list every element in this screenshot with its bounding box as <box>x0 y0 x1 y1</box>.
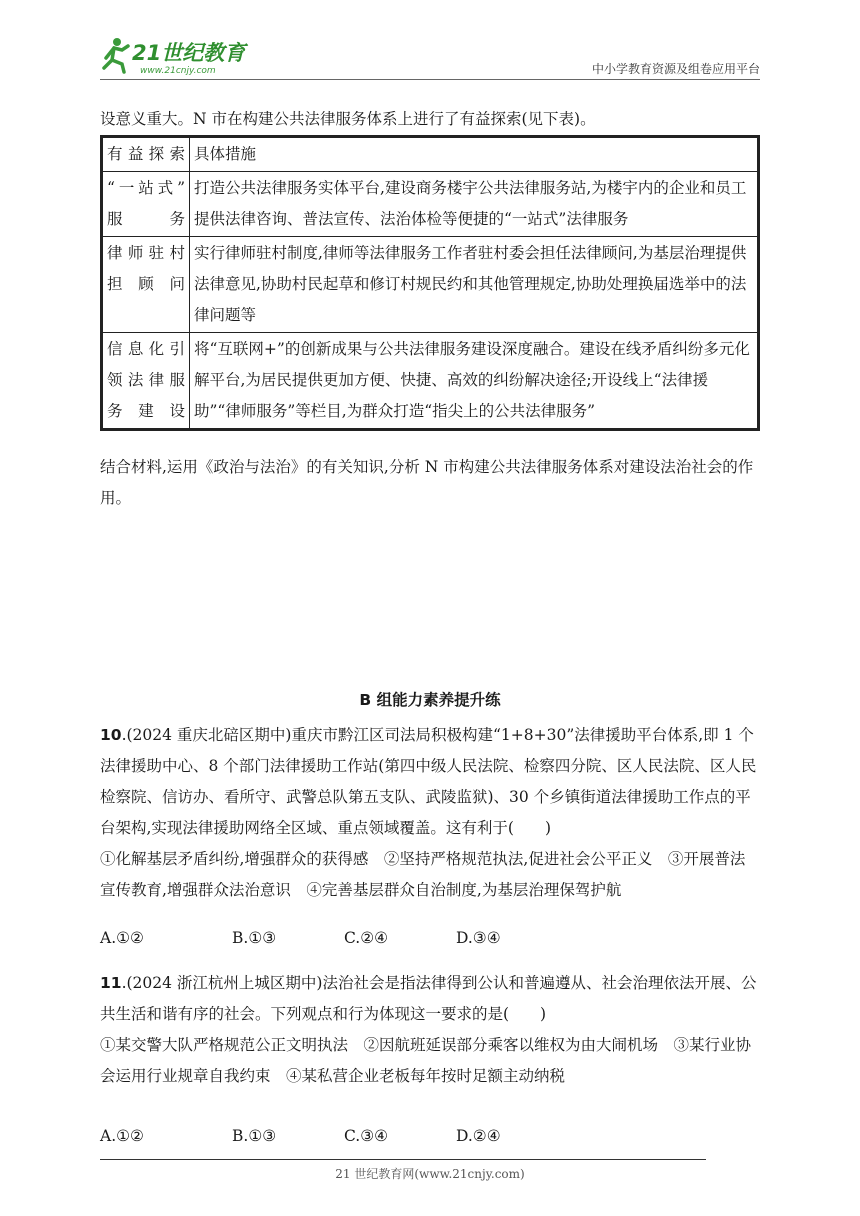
section-title: B 组能力素养提升练 <box>359 691 501 709</box>
question-number: 10 <box>100 726 122 744</box>
svg-text:21世纪教育: 21世纪教育 <box>132 41 246 65</box>
row-label: 信息化引 领法律服 务建设 <box>102 333 190 430</box>
option-b[interactable]: B.①③ <box>232 929 277 947</box>
row-text: 实行律师驻村制度,律师等法律服务工作者驻村委会担任法律顾问,为基层治理提供法律意见,协助村民起草和修订村规民约和其他管理规定,协助处理换届选举中的法律问题等 <box>190 237 759 333</box>
question-stem: .(2024 重庆北碚区期中)重庆市黔江区司法局积极构建“1+8+30”法律援助平台体系,即 1 个法律援助中心、8 个部门法律援助工作站(第四中级人民法院、检察四分院、区人民法院、区人民检察院、信访办、看所守、武警总队第五支队、武陵监狱)、30 个乡镇街道法律援助工作点的平台架构,实现法律援助网络全区域、重点领域覆盖。这有利于( ) <box>100 726 757 837</box>
site-logo <box>100 34 270 78</box>
table-row <box>102 333 759 430</box>
header-cell: 具体措施 <box>190 137 759 172</box>
question-statements: ①化解基层矛盾纠纷,增强群众的获得感 ②坚持严格规范执法,促进社会公平正义 ③开展普法宣传教育,增强群众法治意识 ④完善基层群众自治制度,为基层治理保驾护航 <box>100 850 746 899</box>
option-c[interactable]: C.③④ <box>344 1127 389 1145</box>
option-c[interactable]: C.②④ <box>344 929 389 947</box>
question-statements: ①某交警大队严格规范公正文明执法 ②因航班延误部分乘客以维权为由大闹机场 ③某行业协会运用行业规章自我约束 ④某私营企业老板每年按时足额主动纳税 <box>100 1036 752 1085</box>
footer-divider <box>100 1159 706 1160</box>
question-number: 11 <box>100 974 122 992</box>
header-cell: 有益探索 <box>102 137 190 172</box>
option-d[interactable]: D.②④ <box>456 1127 501 1145</box>
measures-table <box>100 135 760 431</box>
option-b[interactable]: B.①③ <box>232 1127 277 1145</box>
row-text: 将“互联网+”的创新成果与公共法律服务建设深度融合。建设在线矛盾纠纷多元化解平台,为居民提供更加方便、快捷、高效的纠纷解决途径;开设线上“法律援助”“律师服务”等栏目,为群众打造“指尖上的公共法律服务” <box>190 333 759 430</box>
option-d[interactable]: D.③④ <box>456 929 501 947</box>
header-divider <box>100 79 760 80</box>
page-header <box>100 30 760 80</box>
platform-name: 中小学教育资源及组卷应用平台 <box>591 62 760 76</box>
row-label: “一站式” 服务 <box>102 172 190 237</box>
row-text: 打造公共法律服务实体平台,建设商务楼宇公共法律服务站,为楼宇内的企业和员工提供法律咨询、普法宣传、法治体检等便捷的“一站式”法律服务 <box>190 172 759 237</box>
question-prompt: 结合材料,运用《政治与法治》的有关知识,分析 N 市构建公共法律服务体系对建设法治社会的作用。 <box>100 458 754 507</box>
svg-text:www.21cnjy.com: www.21cnjy.com <box>140 66 216 76</box>
page-footer[interactable]: 21 世纪教育网(www.21cnjy.com) <box>335 1167 525 1181</box>
question-11 <box>100 968 760 1092</box>
runner-icon <box>104 38 128 72</box>
question-10 <box>100 720 760 906</box>
row-label: 律师驻村 担顾问 <box>102 237 190 333</box>
question-stem: .(2024 浙江杭州上城区期中)法治社会是指法律得到公认和普遍遵从、社会治理依法开展、公共生活和谐有序的社会。下列观点和行为体现这一要求的是( ) <box>100 974 757 1023</box>
table-row <box>102 172 759 237</box>
table-header-row <box>102 137 759 172</box>
option-a[interactable]: A.①② <box>100 1127 144 1145</box>
intro-text: 设意义重大。N 市在构建公共法律服务体系上进行了有益探索(见下表)。 <box>100 110 596 128</box>
table-row <box>102 237 759 333</box>
option-a[interactable]: A.①② <box>100 929 144 947</box>
